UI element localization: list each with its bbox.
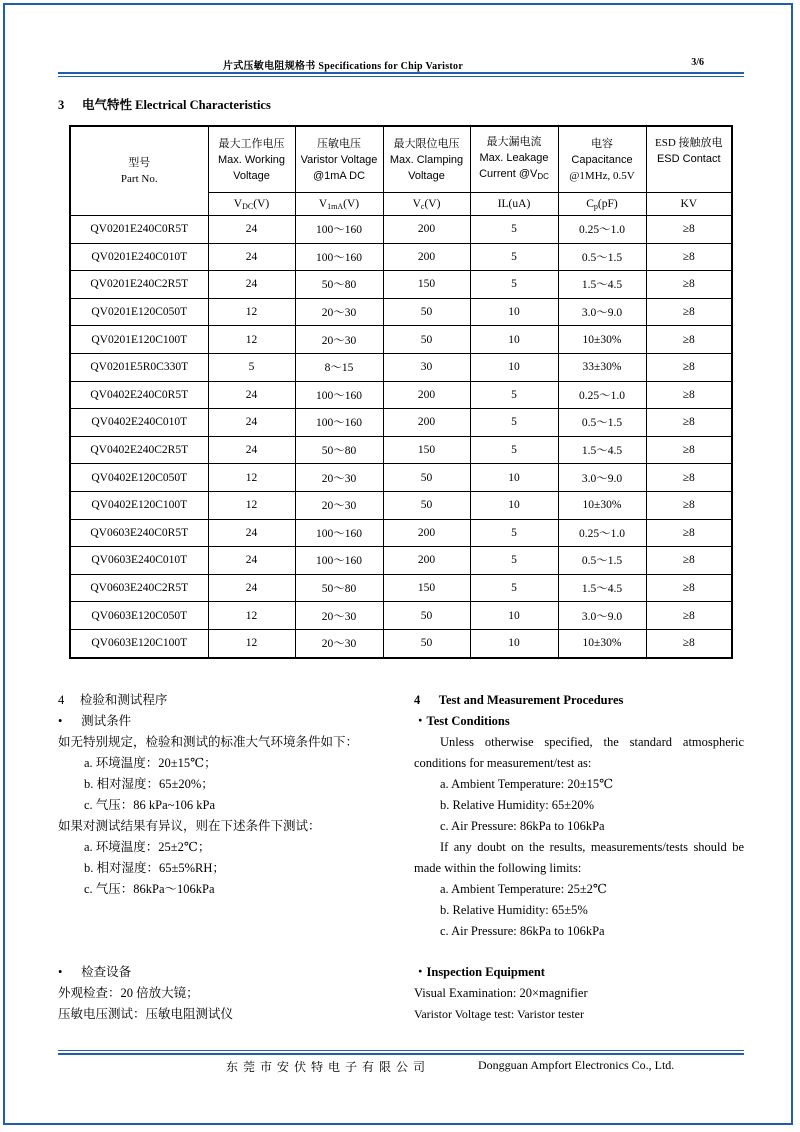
intro-cn: 如无特别规定，检验和测试的标准大气环境条件如下：	[58, 735, 359, 749]
table-cell: 12	[208, 629, 295, 657]
table-cell: 20～30	[295, 602, 383, 630]
table-cell: 12	[208, 491, 295, 519]
section-4-english	[414, 690, 744, 1025]
doubt-en: If any doubt on the results, measurements/tests should be made within the following limits:	[414, 840, 744, 875]
table-cell: 0.5～1.5	[558, 547, 646, 575]
table-cell: 1.5～4.5	[558, 574, 646, 602]
part-number-cell: QV0201E240C2R5T	[70, 271, 208, 299]
table-row	[70, 574, 732, 602]
table-cell: 10±30%	[558, 491, 646, 519]
table-cell: 20～30	[295, 464, 383, 492]
table-cell: 100～160	[295, 547, 383, 575]
table-cell: 200	[383, 381, 470, 409]
table-cell: 10±30%	[558, 326, 646, 354]
table-cell: 150	[383, 574, 470, 602]
table-cell: 8～15	[295, 353, 383, 381]
table-cell: 24	[208, 409, 295, 437]
table-cell: ≥8	[646, 602, 732, 630]
unit-cell: KV	[646, 193, 732, 216]
part-number-cell: QV0603E120C050T	[70, 602, 208, 630]
table-row	[70, 298, 732, 326]
table-cell: 100～160	[295, 216, 383, 244]
table-cell: 50	[383, 629, 470, 657]
header-rule-thick	[58, 72, 744, 74]
table-cell: ≥8	[646, 381, 732, 409]
col-header-en: ESD Contact	[656, 153, 721, 165]
table-cell: 1.5～4.5	[558, 271, 646, 299]
table-cell: 200	[383, 409, 470, 437]
table-body	[70, 216, 732, 658]
footer-rule-thin	[58, 1050, 744, 1051]
table-cell: 20～30	[295, 491, 383, 519]
col-header-en: Part No.	[120, 173, 158, 185]
dispute-humidity-cn: b. 相对湿度：65±5%RH；	[84, 861, 225, 875]
col-header-en2: @1mA DC	[312, 169, 366, 182]
section-3-heading	[58, 95, 271, 113]
page-number: 3/6	[691, 57, 704, 68]
part-number-cell: QV0402E240C0R5T	[70, 381, 208, 409]
col-header-en2: Current @V	[479, 168, 538, 180]
section-4-heading-en: 4 Test and Measurement Procedures	[414, 693, 624, 707]
varistor-test-cn: 压敏电压测试：压敏电阻测试仪	[58, 1007, 234, 1021]
table-row	[70, 216, 732, 244]
table-cell: 1.5～4.5	[558, 436, 646, 464]
dispute-pressure-en: c. Air Pressure: 86kPa to 106kPa	[440, 924, 605, 938]
table-row	[70, 602, 732, 630]
table-cell: 5	[470, 409, 558, 437]
part-number-cell: QV0603E240C0R5T	[70, 519, 208, 547]
table-row	[70, 547, 732, 575]
table-cell: 12	[208, 464, 295, 492]
table-row	[70, 381, 732, 409]
part-number-cell: QV0201E5R0C330T	[70, 353, 208, 381]
table-header-row	[70, 126, 732, 193]
table-cell: 150	[383, 436, 470, 464]
section-3-title: 电气特性 Electrical Characteristics	[82, 98, 271, 112]
part-number-cell: QV0603E240C010T	[70, 547, 208, 575]
col-header-working-voltage	[208, 126, 295, 193]
table-cell: 100～160	[295, 243, 383, 271]
table-row	[70, 271, 732, 299]
table-cell: 50	[383, 491, 470, 519]
table-cell: ≥8	[646, 216, 732, 244]
part-number-cell: QV0402E120C050T	[70, 464, 208, 492]
table-cell: 10	[470, 464, 558, 492]
table-cell: 50	[383, 298, 470, 326]
table-row	[70, 353, 732, 381]
table-cell: 5	[470, 519, 558, 547]
test-conditions-heading-en: ・Test Conditions	[414, 714, 510, 728]
table-row	[70, 243, 732, 271]
col-header-cn: 压敏电压	[317, 137, 361, 150]
company-name-en: Dongguan Ampfort Electronics Co., Ltd.	[478, 1058, 675, 1072]
part-number-cell: QV0603E240C2R5T	[70, 574, 208, 602]
table-cell: 24	[208, 574, 295, 602]
table-cell: 20～30	[295, 629, 383, 657]
col-header-en: Capacitance	[571, 153, 633, 166]
col-header-cn: 最大工作电压	[218, 137, 285, 150]
test-conditions-heading-cn: • 测试条件	[58, 714, 132, 728]
header-rule-thin	[58, 76, 744, 77]
col-header-en2: @1MHz, 0.5V	[569, 169, 635, 182]
table-cell: ≥8	[646, 436, 732, 464]
std-humidity-en: b. Relative Humidity: 65±20%	[440, 798, 595, 812]
table-cell: 3.0～9.0	[558, 602, 646, 630]
table-cell: ≥8	[646, 298, 732, 326]
table-cell: 0.25～1.0	[558, 519, 646, 547]
table-cell: 10	[470, 326, 558, 354]
table-cell: 200	[383, 519, 470, 547]
table-cell: 10±30%	[558, 629, 646, 657]
col-header-cn: 最大漏电流	[486, 136, 542, 148]
table-cell: 200	[383, 243, 470, 271]
table-cell: 0.5～1.5	[558, 243, 646, 271]
dispute-temp-cn: a. 环境温度：25±2℃；	[84, 840, 211, 854]
section-3-number: 3	[58, 98, 65, 112]
table-row	[70, 436, 732, 464]
table-cell: 50～80	[295, 574, 383, 602]
unit-cell: IL(uA)	[470, 193, 558, 216]
col-header-esd-contact	[646, 126, 732, 193]
table-cell: 12	[208, 602, 295, 630]
table-cell: 200	[383, 216, 470, 244]
visual-exam-en: Visual Examination: 20×magnifier	[414, 986, 588, 1000]
unit-cell: $V_c(V)$	[383, 193, 470, 216]
table-row	[70, 409, 732, 437]
table-cell: 3.0～9.0	[558, 464, 646, 492]
table-cell: 5	[470, 243, 558, 271]
table-cell: ≥8	[646, 409, 732, 437]
equipment-heading-cn: • 检查设备	[58, 965, 132, 979]
table-cell: ≥8	[646, 574, 732, 602]
table-cell: 3.0～9.0	[558, 298, 646, 326]
part-number-cell: QV0201E120C100T	[70, 326, 208, 354]
table-cell: 24	[208, 547, 295, 575]
part-number-cell: QV0402E240C010T	[70, 409, 208, 437]
col-header-en: Max. Working	[217, 153, 286, 166]
table-cell: 5	[470, 216, 558, 244]
table-cell: 20～30	[295, 326, 383, 354]
table-cell: 10	[470, 353, 558, 381]
table-cell: 24	[208, 519, 295, 547]
company-name-cn: 东莞市安伏特电子有限公司	[226, 1060, 431, 1074]
table-cell: 12	[208, 326, 295, 354]
table-row	[70, 491, 732, 519]
unit-cell: $V_{DC}(V)$	[208, 193, 295, 216]
table-cell: ≥8	[646, 519, 732, 547]
table-cell: 24	[208, 436, 295, 464]
doubt-cn: 如果对测试结果有异议，则在下述条件下测试：	[58, 819, 321, 833]
col-header-sub: DC	[537, 172, 549, 181]
table-cell: 50	[383, 326, 470, 354]
table-cell: ≥8	[646, 629, 732, 657]
col-header-cn: 电容	[591, 137, 613, 150]
table-cell: 0.25～1.0	[558, 381, 646, 409]
table-cell: 100～160	[295, 519, 383, 547]
table-cell: ≥8	[646, 464, 732, 492]
table-cell: 24	[208, 243, 295, 271]
section-4-heading-cn: 4 检验和测试程序	[58, 693, 168, 707]
table-cell: 33±30%	[558, 353, 646, 381]
table-cell: 12	[208, 298, 295, 326]
section-4-chinese	[58, 690, 398, 1025]
part-number-cell: QV0402E240C2R5T	[70, 436, 208, 464]
header-title: 片式压敏电阻规格书 Specifications for Chip Varistor	[222, 61, 464, 72]
table-cell: ≥8	[646, 491, 732, 519]
intro-en: Unless otherwise specified, the standard atmospheric conditions for measurement/test as:	[414, 735, 744, 770]
part-number-cell: QV0201E240C0R5T	[70, 216, 208, 244]
varistor-test-en: Varistor Voltage test: Varistor tester	[414, 1007, 584, 1021]
table-cell: ≥8	[646, 243, 732, 271]
table-cell: 24	[208, 271, 295, 299]
electrical-characteristics-table	[69, 125, 733, 659]
part-number-cell: QV0201E120C050T	[70, 298, 208, 326]
footer-rule-thick	[58, 1053, 744, 1055]
table-cell: 0.25～1.0	[558, 216, 646, 244]
col-header-en: Max. Leakage	[479, 152, 549, 164]
dispute-humidity-en: b. Relative Humidity: 65±5%	[440, 903, 588, 917]
table-cell: ≥8	[646, 326, 732, 354]
table-cell: 50	[383, 602, 470, 630]
std-temp-cn: a. 环境温度：20±15℃；	[84, 756, 217, 770]
table-cell: 5	[470, 547, 558, 575]
unit-cell: $V_{1mA}(V)$	[295, 193, 383, 216]
table-cell: 10	[470, 491, 558, 519]
col-header-en: Max. Clamping	[389, 153, 464, 166]
table-cell: 10	[470, 298, 558, 326]
table-cell: 150	[383, 271, 470, 299]
table-row	[70, 464, 732, 492]
equipment-heading-en: ・Inspection Equipment	[414, 965, 545, 979]
table-cell: 5	[470, 381, 558, 409]
table-cell: 10	[470, 629, 558, 657]
col-header-varistor-voltage	[295, 126, 383, 193]
table-cell: 50～80	[295, 436, 383, 464]
table-cell: 5	[470, 271, 558, 299]
table-cell: ≥8	[646, 271, 732, 299]
col-header-en2: Voltage	[233, 169, 270, 182]
part-number-cell: QV0603E120C100T	[70, 629, 208, 657]
table-cell: 24	[208, 216, 295, 244]
table-cell: 5	[208, 353, 295, 381]
table-row	[70, 629, 732, 657]
col-header-leakage-current	[470, 126, 558, 193]
dispute-temp-en: a. Ambient Temperature: 25±2℃	[440, 882, 607, 896]
table-row	[70, 519, 732, 547]
table-cell: 10	[470, 602, 558, 630]
std-pressure-cn: c. 气压：86 kPa~106 kPa	[84, 798, 216, 812]
col-header-en: Varistor Voltage	[300, 153, 378, 166]
table-cell: 50～80	[295, 271, 383, 299]
col-header-cn: ESD 接触放电	[654, 137, 723, 149]
part-number-cell: QV0402E120C100T	[70, 491, 208, 519]
table-cell: 20～30	[295, 298, 383, 326]
table-cell: ≥8	[646, 547, 732, 575]
dispute-pressure-cn: c. 气压：86kPa～106kPa	[84, 882, 215, 896]
unit-cell: $C_p(pF)$	[558, 193, 646, 216]
table-cell: 100～160	[295, 381, 383, 409]
table-cell: 50	[383, 464, 470, 492]
col-header-cn: 型号	[128, 157, 151, 169]
table-cell: 200	[383, 547, 470, 575]
col-header-part-no	[70, 126, 208, 216]
table-row	[70, 326, 732, 354]
col-header-capacitance	[558, 126, 646, 193]
table-cell: 100～160	[295, 409, 383, 437]
std-temp-en: a. Ambient Temperature: 20±15℃	[440, 777, 614, 791]
col-header-en2: Voltage	[408, 169, 445, 182]
std-pressure-en: c. Air Pressure: 86kPa to 106kPa	[440, 819, 605, 833]
col-header-clamping-voltage	[383, 126, 470, 193]
part-number-cell: QV0201E240C010T	[70, 243, 208, 271]
table-cell: ≥8	[646, 353, 732, 381]
table-cell: 0.5～1.5	[558, 409, 646, 437]
table-cell: 5	[470, 436, 558, 464]
table-cell: 5	[470, 574, 558, 602]
col-header-cn: 最大限位电压	[393, 137, 460, 150]
table-cell: 24	[208, 381, 295, 409]
std-humidity-cn: b. 相对湿度：65±20%；	[84, 777, 214, 791]
visual-exam-cn: 外观检查：20 倍放大镜；	[58, 986, 199, 1000]
table-cell: 30	[383, 353, 470, 381]
